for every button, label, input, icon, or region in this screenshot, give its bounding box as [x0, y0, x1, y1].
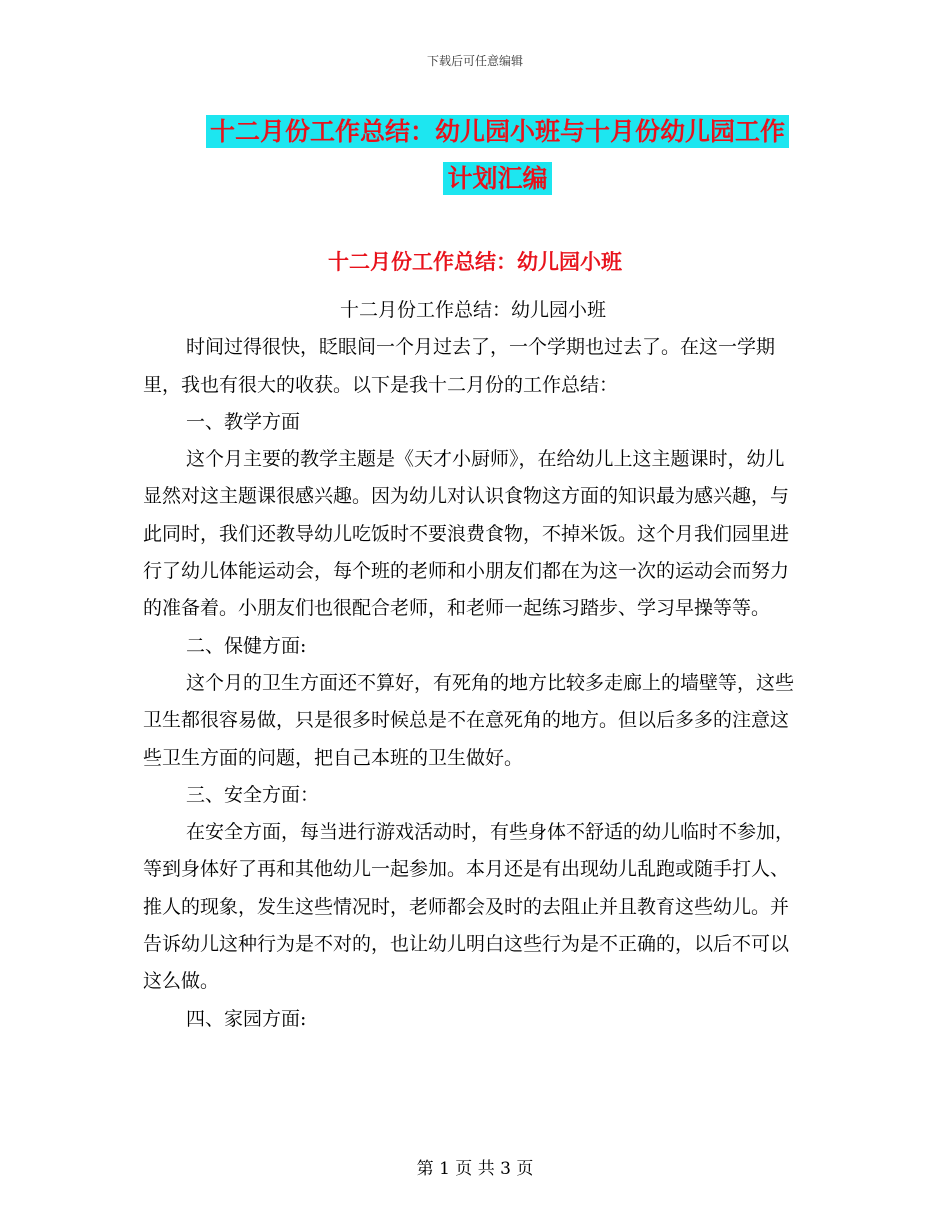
heading-teaching: 一、教学方面 — [186, 410, 301, 433]
document-body — [143, 292, 803, 1038]
paragraph-intro: 时间过得很快，眨眼间一个月过去了，一个学期也过去了。在这一学期里，我也有很大的收获。以下是我十二月份的工作总结： — [143, 336, 776, 396]
document-title-line-2: 计划汇编 — [443, 162, 551, 195]
page-footer: 第 1 页 共 3 页 — [416, 1159, 534, 1179]
paragraph-health: 这个月的卫生方面还不算好，有死角的地方比较多走廊上的墙壁等，这些卫生都很容易做，只是很多时候总是不在意死角的地方。但以后多多的注意这些卫生方面的问题，把自己本班的卫生做好。 — [143, 671, 795, 769]
heading-home: 四、家园方面: — [186, 1007, 307, 1030]
heading-health: 二、保健方面: — [186, 634, 307, 657]
paragraph-teaching: 这个月主要的教学主题是《天才小厨师》，在给幼儿上这主题课时，幼儿显然对这主题课很感兴趣。因为幼儿对认识食物这方面的知识最为感兴趣，与此同时，我们还教导幼儿吃饭时不要浪费食物，不掉米饭。这个月我们园里进行了幼儿体能运动会，每个班的老师和小朋友们都在为这一次的运动会而努力的准备着。小朋友们也很配合老师，和老师一起练习踏步、学习早操等等。 — [143, 448, 790, 620]
paragraph-safety: 在安全方面，每当进行游戏活动时，有些身体不舒适的幼儿临时不参加，等到身体好了再和其他幼儿一起参加。本月还是有出现幼儿乱跑或随手打人、推人的现象，发生这些情况时，老师都会及时的去阻止并且教育这些幼儿。并告诉幼儿这种行为是不对的，也让幼儿明白这些行为是不正确的，以后不可以这么做。 — [143, 821, 795, 993]
document-title-line-1: 十二月份工作总结：幼儿园小班与十月份幼儿园工作 — [206, 115, 789, 148]
subheading: 十二月份工作总结：幼儿园小班 — [339, 299, 606, 321]
document-title — [190, 108, 805, 202]
header-note: 下载后可任意编辑 — [426, 54, 523, 68]
heading-safety: 三、安全方面： — [186, 783, 320, 806]
section-title: 十二月份工作总结：幼儿园小班 — [328, 250, 622, 274]
